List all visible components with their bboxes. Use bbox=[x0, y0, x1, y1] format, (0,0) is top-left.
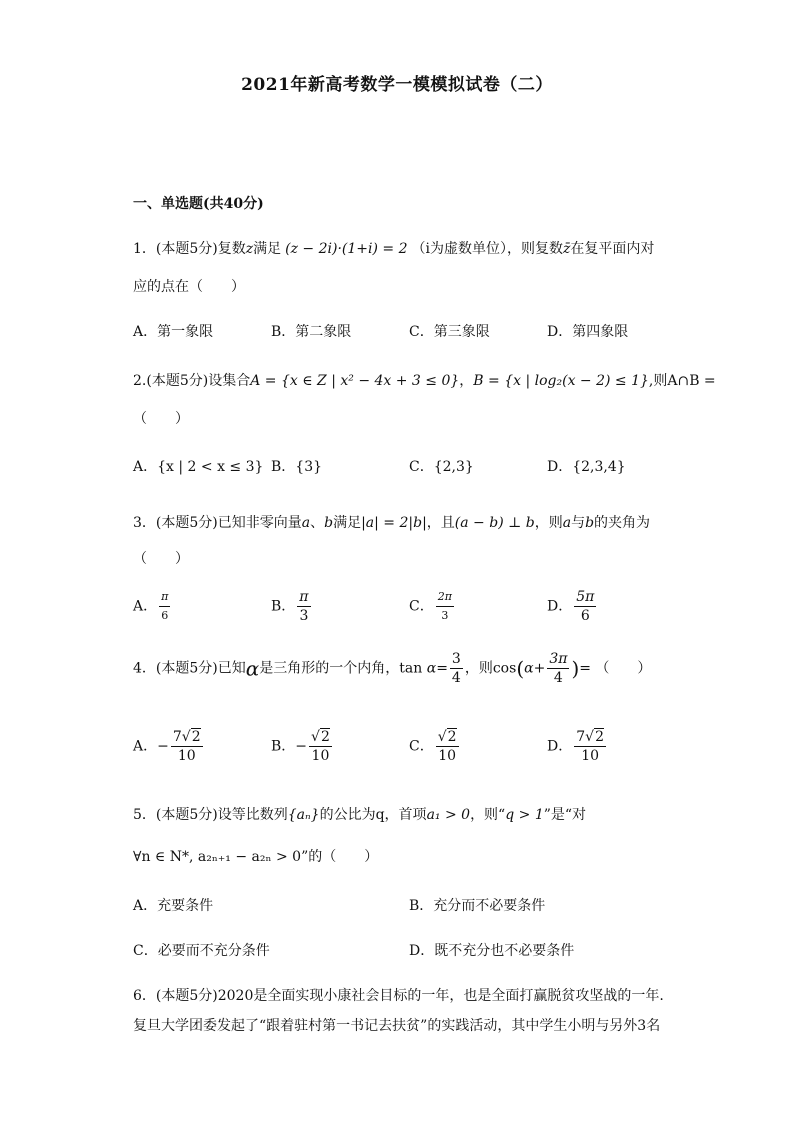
q3-post2: 的夹角为 bbox=[594, 515, 651, 531]
q4-option-a-sign: − bbox=[157, 738, 169, 755]
question-3-line-1 bbox=[133, 512, 650, 532]
q5-post: ，则“ bbox=[470, 807, 506, 823]
q4-option-a-rad: 2 bbox=[191, 729, 201, 745]
q3-option-a-fraction bbox=[159, 588, 170, 625]
q4-option-d-coef: 7 bbox=[576, 729, 586, 745]
q3-option-a-num: π bbox=[159, 588, 170, 607]
q3-option-a-label: A． bbox=[133, 598, 158, 615]
question-5-line-1 bbox=[133, 804, 586, 824]
q3-option-d-fraction bbox=[574, 588, 596, 625]
q2-option-d[interactable]: D．{2,3,4} bbox=[547, 459, 626, 475]
q3-comma: 、 bbox=[310, 515, 325, 531]
q2-option-a[interactable]: A．{x | 2 < x ≤ 3} bbox=[133, 459, 264, 475]
q2-option-b[interactable]: B．{3} bbox=[271, 459, 323, 475]
q2-separator: ， bbox=[459, 373, 474, 389]
question-6-line-1: 6．(本题5分)2020是全面实现小康社会目标的一年，也是全面打赢脱贫攻坚战的一年. bbox=[133, 988, 664, 1004]
q4-left-paren-icon: ( bbox=[516, 656, 525, 681]
q3-mid2: ，且 bbox=[426, 515, 455, 531]
q4-right-paren-icon: ) bbox=[571, 656, 580, 681]
q3-option-d-num: 5π bbox=[576, 589, 595, 605]
q5-condition: a₁ > 0 bbox=[426, 807, 471, 823]
q4-option-b-num bbox=[309, 728, 332, 747]
q4-cos-num: 3π bbox=[549, 651, 568, 667]
q4-prefix: 4．(本题5分)已知 bbox=[133, 660, 246, 677]
q5-mid: 的公比为q，首项 bbox=[319, 807, 427, 823]
question-5-line-2: ∀n ∈ N*, a₂ₙ₊₁ − a₂ₙ > 0”的（ ） bbox=[133, 849, 379, 865]
q4-option-d-num bbox=[574, 728, 606, 747]
q3-option-d-label: D． bbox=[547, 598, 573, 615]
q2-set-b: B = {x | log₂(x − 2) ≤ 1} bbox=[473, 373, 649, 389]
sqrt-icon: √ bbox=[311, 729, 320, 745]
page-title: 2021年新高考数学一模模拟试卷（二） bbox=[241, 75, 553, 95]
q3-prefix: 3．(本题5分)已知非零向量 bbox=[133, 515, 302, 531]
q3-post: ，则 bbox=[534, 515, 563, 531]
q1-prefix: 1．(本题5分)复数 bbox=[133, 241, 246, 257]
question-2-line-2: （ ） bbox=[133, 411, 189, 427]
q4-option-a-fraction bbox=[171, 728, 203, 765]
q4-option-d[interactable] bbox=[547, 728, 608, 765]
q4-alpha: α bbox=[245, 656, 260, 681]
q3-option-a[interactable] bbox=[133, 588, 172, 625]
q4-option-a-num bbox=[171, 728, 203, 747]
q4-option-c-rad: 2 bbox=[447, 729, 457, 745]
q1-option-a[interactable]: A．第一象限 bbox=[133, 324, 214, 340]
q4-option-a-den: 10 bbox=[177, 748, 196, 764]
q4-cos-den: 4 bbox=[553, 670, 563, 686]
q4-cos-fraction bbox=[547, 650, 569, 687]
q4-alpha-2: α bbox=[426, 660, 437, 677]
sqrt-icon: √ bbox=[437, 729, 447, 745]
question-3-line-2: （ ） bbox=[133, 551, 189, 567]
q4-option-c-label: C． bbox=[409, 738, 434, 755]
q3-option-a-den: 6 bbox=[161, 609, 169, 622]
q3-mid: 满足 bbox=[333, 515, 362, 531]
q4-tail: = （ ） bbox=[579, 660, 652, 677]
q4-option-b-den: 10 bbox=[311, 748, 330, 764]
q4-option-b-sign: − bbox=[295, 738, 308, 755]
q5-sequence: {aₙ} bbox=[287, 807, 320, 823]
q3-option-c-num: 2π bbox=[436, 588, 454, 607]
q3-with: 与 bbox=[571, 515, 586, 531]
q1-option-d[interactable]: D．第四象限 bbox=[547, 324, 629, 340]
sqrt-icon: √ bbox=[181, 729, 191, 745]
q4-option-a-label: A． bbox=[133, 738, 158, 755]
q1-conjugate: z̄ bbox=[562, 241, 571, 257]
q4-mid: 是三角形的一个内角，tan bbox=[259, 660, 423, 677]
q3-option-c-label: C． bbox=[409, 598, 434, 615]
question-6-line-2: 复旦大学团委发起了“跟着驻村第一书记去扶贫”的实践活动，其中学生小明与另外3名 bbox=[133, 1018, 661, 1034]
q4-post: ，则cos bbox=[464, 660, 517, 677]
q1-formula: (z − 2i)·(1+i) = 2 bbox=[285, 241, 408, 257]
q1-option-c[interactable]: C．第三象限 bbox=[409, 324, 490, 340]
q1-variable: z bbox=[245, 241, 254, 257]
q4-option-c-fraction bbox=[436, 728, 459, 765]
q3-option-d-den: 6 bbox=[580, 608, 590, 624]
q3-option-b-fraction bbox=[297, 588, 310, 625]
q5-option-b[interactable]: B．充分而不必要条件 bbox=[409, 898, 546, 914]
sqrt-icon: √ bbox=[585, 729, 595, 745]
q4-option-d-rad: 2 bbox=[595, 729, 604, 745]
q2-option-c[interactable]: C．{2,3} bbox=[409, 459, 474, 475]
q4-option-a-coef: 7 bbox=[172, 729, 182, 745]
q3-vector-a: a bbox=[301, 515, 311, 531]
q4-option-d-label: D． bbox=[547, 738, 573, 755]
question-1-line-1 bbox=[133, 238, 654, 258]
section-heading: 一、单选题(共40分) bbox=[133, 196, 264, 212]
q4-option-b-fraction bbox=[309, 728, 332, 765]
q3-option-b-den: 3 bbox=[299, 608, 309, 624]
q2-post: ,则A∩B = bbox=[648, 373, 716, 389]
q4-option-b-rad: 2 bbox=[320, 729, 330, 745]
q5-q-condition: q > 1 bbox=[505, 807, 544, 823]
q4-option-d-den: 10 bbox=[581, 748, 600, 764]
q5-post2: ”是“对 bbox=[543, 807, 587, 823]
q4-alpha-3: α bbox=[524, 660, 534, 677]
q4-option-d-fraction bbox=[574, 728, 606, 765]
q3-option-c-den: 3 bbox=[441, 609, 449, 622]
question-2-line-1 bbox=[133, 370, 716, 390]
q3-vector-b: b bbox=[324, 515, 334, 531]
q4-option-b[interactable] bbox=[271, 728, 334, 765]
q1-option-b[interactable]: B．第二象限 bbox=[271, 324, 352, 340]
q1-post2: 在复平面内对 bbox=[570, 241, 655, 257]
q3-option-c-fraction bbox=[436, 588, 454, 625]
q3-condition-2: (a − b) ⊥ b bbox=[454, 515, 535, 531]
q1-post: （i为虚数单位），则复数 bbox=[411, 241, 563, 257]
q4-option-a[interactable] bbox=[133, 728, 205, 765]
q5-prefix: 5．(本题5分)设等比数列 bbox=[133, 807, 288, 823]
q4-option-c[interactable] bbox=[409, 728, 461, 765]
q3-condition-1: |a| = 2|b| bbox=[361, 515, 427, 531]
q4-tan-fraction bbox=[450, 650, 463, 687]
q3-vector-b-2: b bbox=[585, 515, 595, 531]
q3-option-b[interactable] bbox=[271, 588, 313, 625]
q3-option-d[interactable] bbox=[547, 588, 598, 625]
q5-option-d[interactable]: D．既不充分也不必要条件 bbox=[409, 943, 575, 959]
q3-vector-a-2: a bbox=[562, 515, 572, 531]
q4-tan-den: 4 bbox=[451, 670, 461, 686]
q3-option-c[interactable] bbox=[409, 588, 456, 625]
question-4-line-1: 4．(本题5分)已知α是三角形的一个内角，tan α= $\frac{3}{4}$ ，则cos(α+ $\frac{3\pi}{4}$ )= （ ） bbox=[133, 651, 652, 686]
q5-option-a[interactable]: A．充要条件 bbox=[133, 898, 214, 914]
q4-option-c-den: 10 bbox=[438, 748, 457, 764]
q2-set-a: A = {x ∈ Z | x² − 4x + 3 ≤ 0} bbox=[250, 373, 460, 389]
q3-option-b-num: π bbox=[299, 589, 309, 605]
q4-option-b-label: B． bbox=[271, 738, 296, 755]
q4-option-c-num bbox=[436, 728, 459, 747]
q1-mid: 满足 bbox=[253, 241, 282, 257]
question-1-line-2: 应的点在（ ） bbox=[133, 279, 245, 295]
q3-option-b-label: B． bbox=[271, 598, 296, 615]
q5-option-c[interactable]: C．必要而不充分条件 bbox=[133, 943, 270, 959]
q2-prefix: 2.(本题5分)设集合 bbox=[133, 373, 251, 389]
q4-tan-num: 3 bbox=[451, 651, 461, 667]
